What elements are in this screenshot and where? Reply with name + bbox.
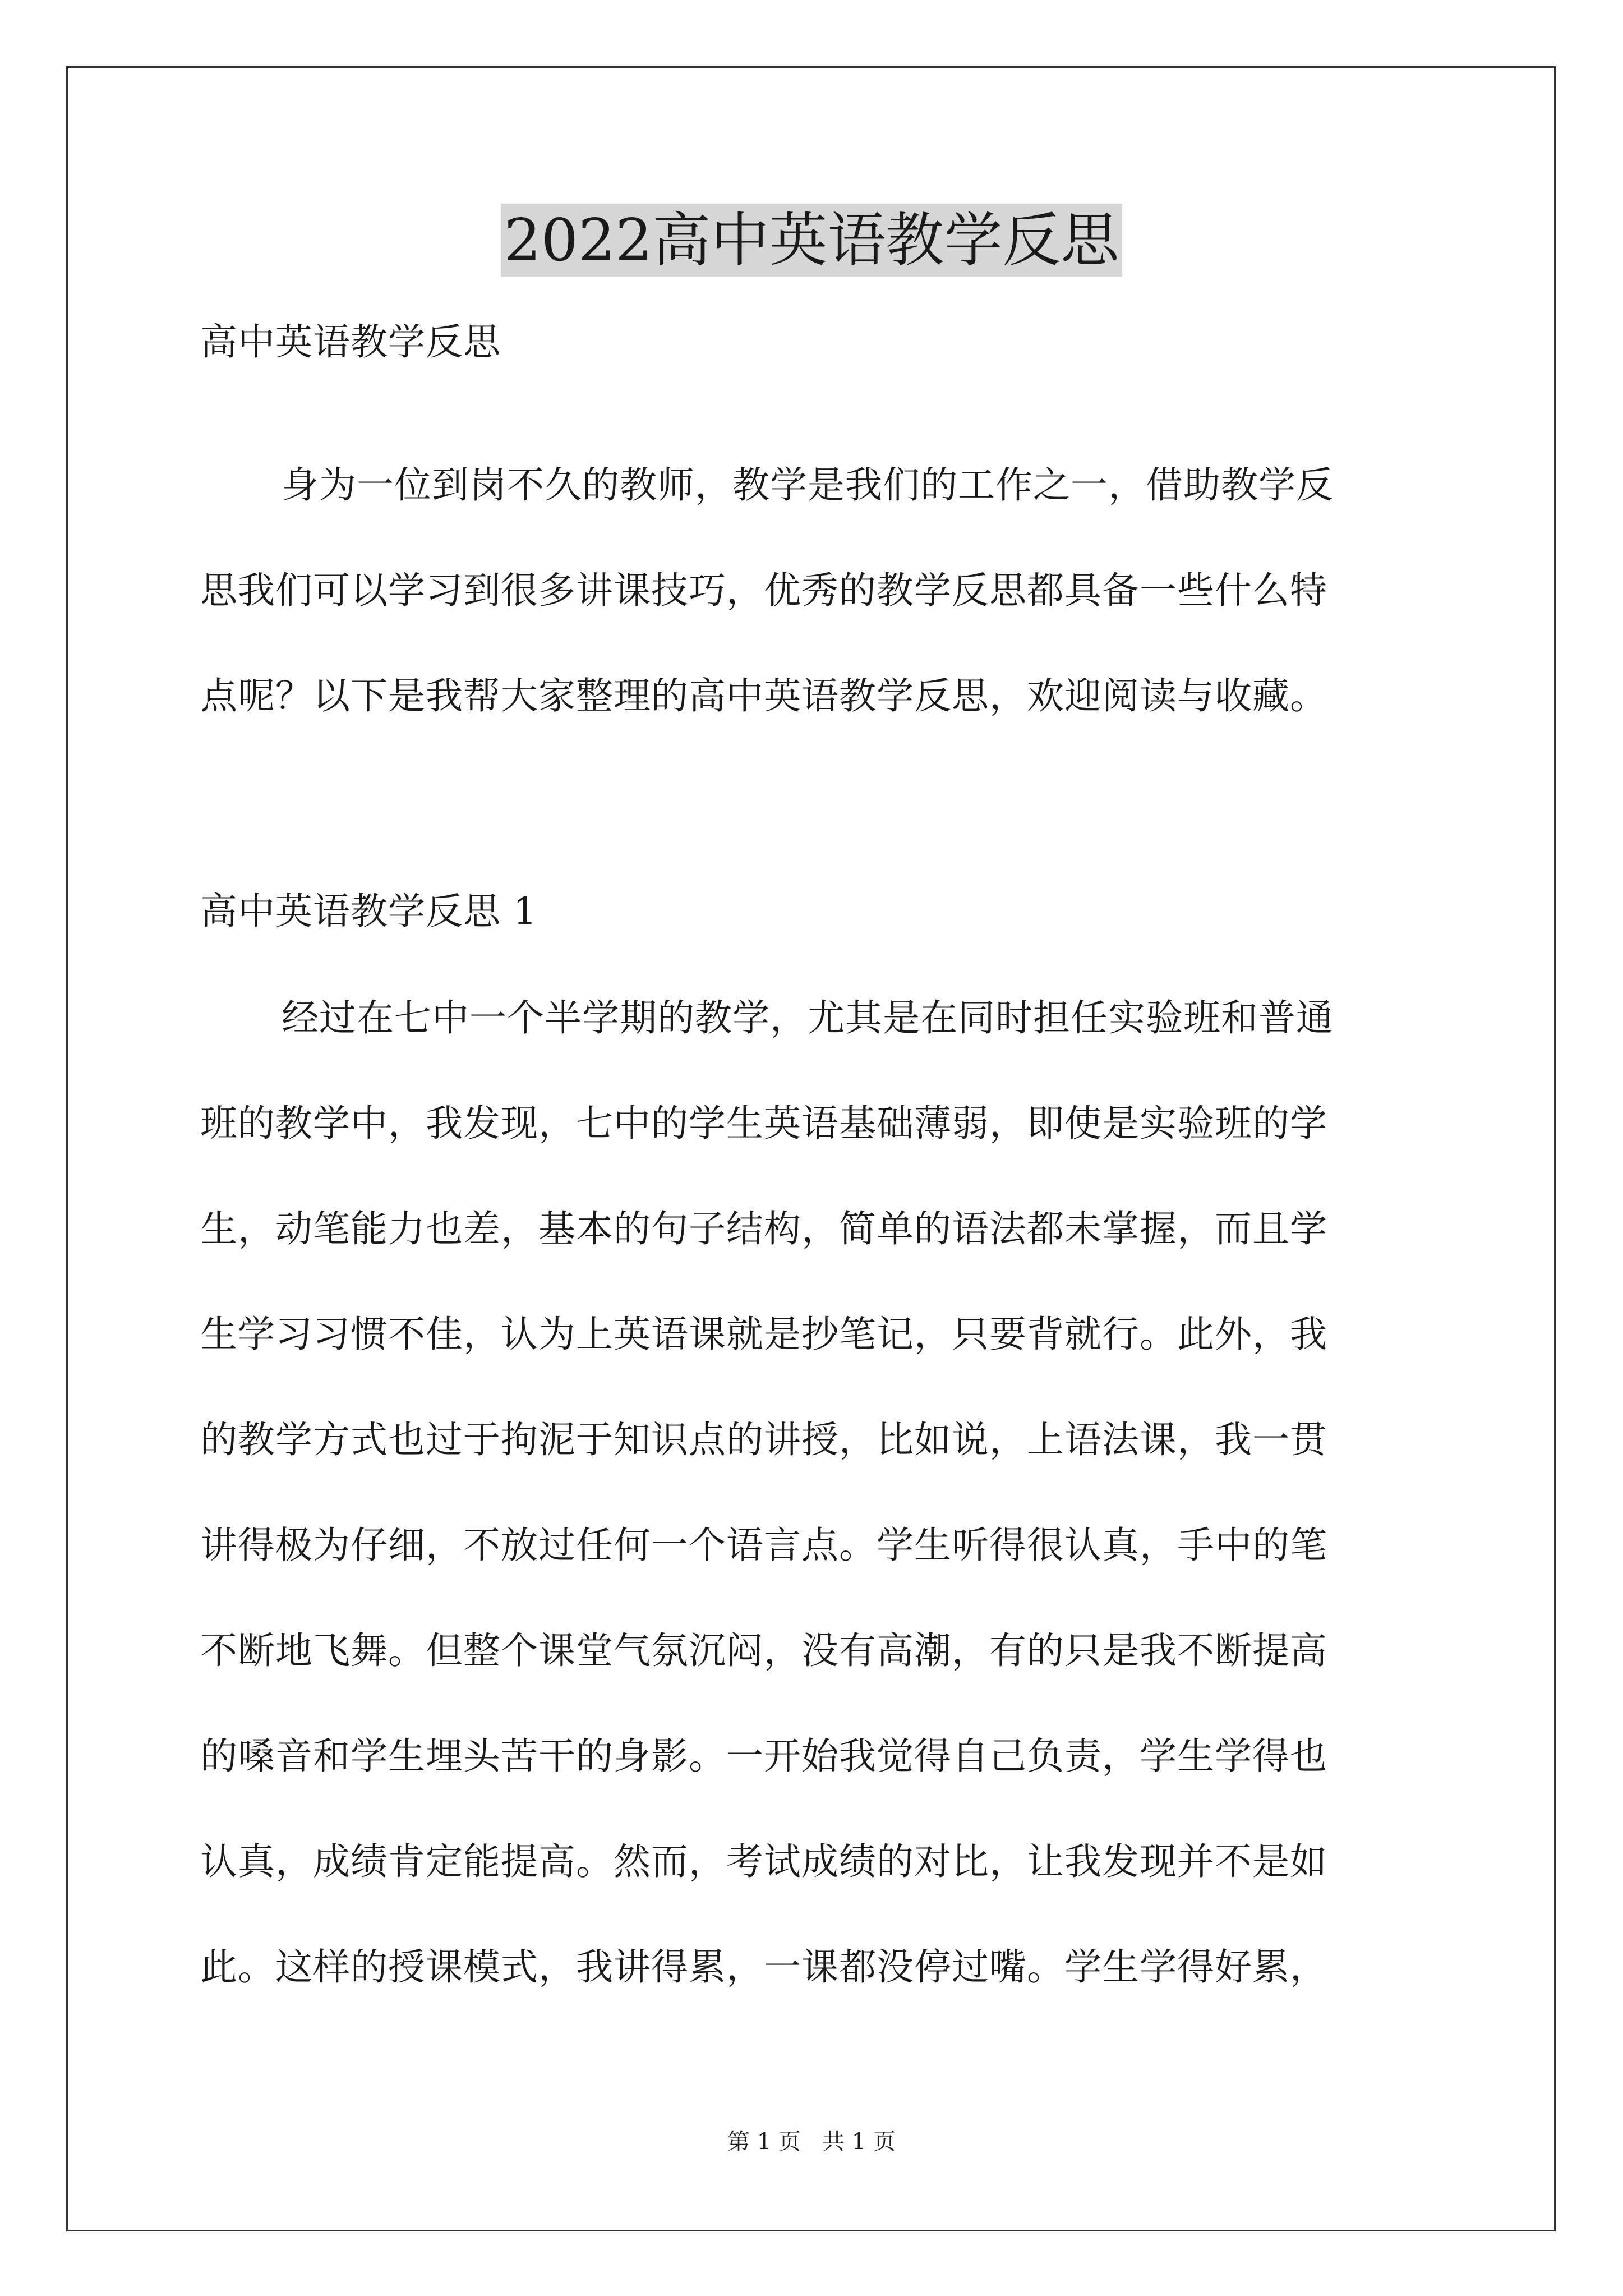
body-line-5: 的教学方式也过于拘泥于知识点的讲授，比如说，上语法课，我一贯 [200, 1418, 1327, 1461]
page-footer: 第 1 页 共 1 页 [727, 2129, 896, 2155]
body-line-10: 此。这样的授课模式，我讲得累，一课都没停过嘴。学生学得好累， [200, 1945, 1327, 1989]
body-line-4: 生学习习惯不佳，认为上英语课就是抄笔记，只要背就行。此外，我 [200, 1313, 1327, 1356]
document-title [0, 201, 1623, 279]
body-line-2: 班的教学中，我发现，七中的学生英语基础薄弱，即使是实验班的学 [200, 1102, 1327, 1145]
body-line-6: 讲得极为仔细，不放过任何一个语言点。学生听得很认真，手中的笔 [200, 1524, 1327, 1567]
document-heading: 高中英语教学反思 [200, 320, 501, 364]
page-border [66, 66, 1556, 2231]
body-line-8: 的嗓音和学生埋头苦干的身影。一开始我觉得自己负责，学生学得也 [200, 1734, 1327, 1778]
body-line-7: 不断地飞舞。但整个课堂气氛沉闷，没有高潮，有的只是我不断提高 [200, 1629, 1327, 1672]
body-line-3: 生，动笔能力也差，基本的句子结构，简单的语法都未掌握，而且学 [200, 1207, 1327, 1250]
intro-line-3: 点呢？以下是我帮大家整理的高中英语教学反思，欢迎阅读与收藏。 [200, 674, 1327, 717]
body-line-9: 认真，成绩肯定能提高。然而，考试成绩的对比，让我发现并不是如 [200, 1840, 1327, 1883]
intro-line-1: 身为一位到岗不久的教师，教学是我们的工作之一，借助教学反 [282, 463, 1334, 507]
section-heading: 高中英语教学反思 1 [200, 890, 537, 933]
intro-line-2: 思我们可以学习到很多讲课技巧，优秀的教学反思都具备一些什么特 [200, 569, 1327, 612]
body-line-1: 经过在七中一个半学期的教学，尤其是在同时担任实验班和普通 [282, 996, 1334, 1039]
document-title-text: 2022高中英语教学反思 [501, 204, 1123, 277]
